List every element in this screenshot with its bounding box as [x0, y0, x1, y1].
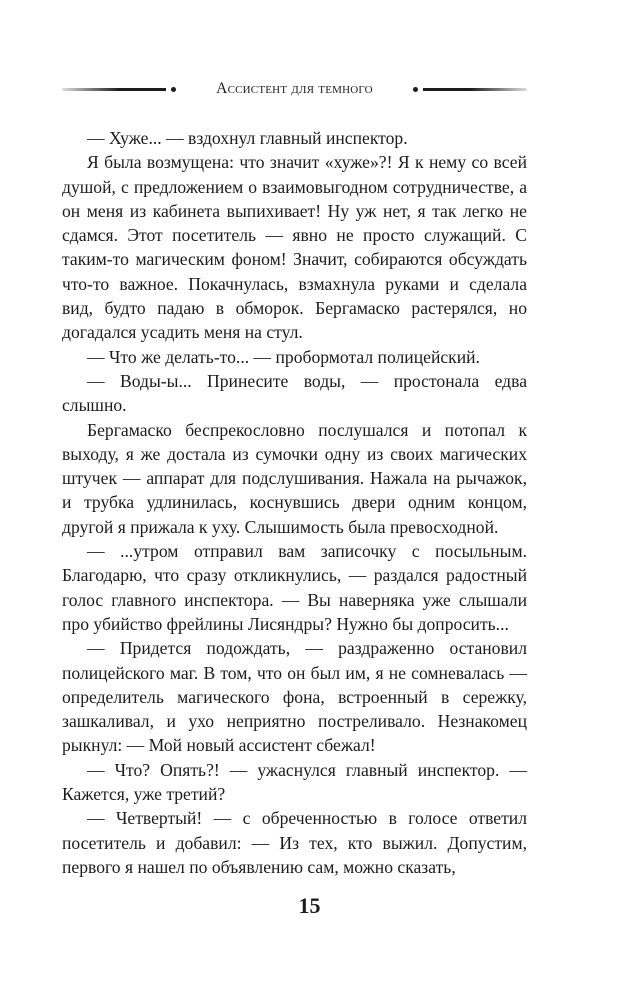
paragraph: — Что? Опять?! — ужаснулся главный инспектор. — Кажется, уже третий? [62, 759, 527, 805]
running-header [62, 79, 527, 101]
body-text [62, 126, 527, 879]
paragraph: — ...утром отправил вам записочку с посыльным. Благодарю, что сразу откликнулись, — раздался радостный голос главного инспектора. — Вы наверняка уже слышали про убийство фрейлины Лисяндры? Нужно бы допросить... [62, 541, 527, 634]
paragraph: — Придется подождать, — раздраженно остановил полицейского маг. В том, что он был им, я не сомневалась — определитель магического фона, встроенный в сережку, зашкаливал, и ухо неприятно постреливало. Незнакомец рыкнул: — Мой новый ассистент сбежал! [62, 638, 527, 756]
header-title: Ассистент для темного [216, 80, 373, 97]
paragraph: Бергамаско беспрекословно послушался и потопал к выходу, я же достала из сумочки одну из своих магических штучек — аппарат для подслушивания. Нажала на рычажок, и трубка удлинилась, коснувшись двери одним концом, другой я прижала к уху. Слышимость была превосходной. [62, 419, 527, 537]
paragraph: — Что же делать-то... — пробормотал полицейский. [87, 346, 480, 367]
paragraph: — Хуже... — вздохнул главный инспектор. [87, 128, 408, 148]
paragraph: — Четвертый! — с обреченностью в голосе ответил посетитель и добавил: — Из тех, кто выжил. Допустим, первого я нашел по объявлению сам, можно сказать, [62, 808, 527, 877]
page-number: 15 [298, 893, 321, 918]
paragraph: Я была возмущена: что значит «хуже»?! Я к нему со всей душой, с предложением о взаимовыгодном сотрудничестве, а он меня из кабинета выпихивает! Ну уж нет, я так легко не сдамся. Этот посетитель — явно не просто служащий. С таким-то магическим фоном! Значит, собираются обсуждать что-то важное. Покачнулась, взмахнула руками и сделала вид, будто падаю в обморок. Бергамаско растерялся, но догадался усадить меня на стул. [62, 152, 527, 343]
paragraph: — Воды-ы... Принесите воды, — простонала едва слышно. [62, 370, 527, 416]
header-rule-right [423, 88, 527, 91]
